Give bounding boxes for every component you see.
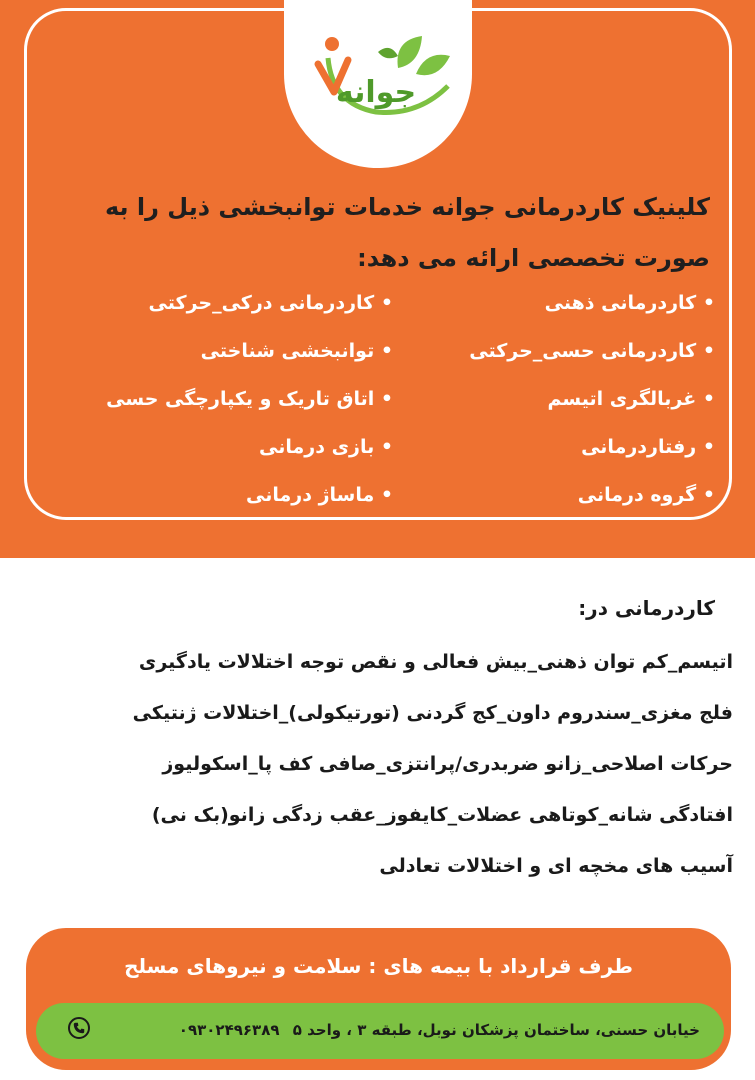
service-item: • اتاق تاریک و یکپارچگی حسی: [106, 379, 393, 427]
ot-conditions-list: [33, 640, 733, 895]
ot-condition-line: حرکات اصلاحی_زانو ضربدری/پرانتزی_صافی کف پا_اسکولیوز: [162, 753, 733, 775]
sprout-person-logo-icon: [298, 30, 458, 130]
service-item: • گروه درمانی: [469, 475, 715, 523]
ot-condition-line: فلج مغزی_سندروم داون_کج گردنی (تورتیکولی)_اختلالات ژنتیکی: [132, 702, 733, 724]
service-item: • کاردرمانی درکی_حرکتی: [106, 283, 393, 331]
service-item: • کاردرمانی حسی_حرکتی: [469, 331, 715, 379]
service-item: • رفتاردرمانی: [469, 427, 715, 475]
address-bar: [36, 1003, 724, 1059]
address-text: خیابان حسنی، ساختمان پزشکان نوبل، طبقه ۳ ، واحد ۵: [292, 1021, 700, 1039]
service-item: • ماساژ درمانی: [106, 475, 393, 523]
logo-text: جوانه: [335, 75, 417, 110]
ot-section-title: کاردرمانی در:: [578, 596, 715, 620]
service-item: • توانبخشی شناختی: [106, 331, 393, 379]
phone-number[interactable]: ۰۹۳۰۲۴۹۶۳۸۹: [178, 1021, 280, 1039]
ot-condition-line: آسیب های مخچه ای و اختلالات تعادلی: [379, 855, 733, 877]
intro-text: [60, 182, 710, 284]
service-item: • غربالگری اتیسم: [469, 379, 715, 427]
intro-line-2: صورت تخصصی ارائه می دهد:: [357, 244, 710, 272]
services-list-right: [469, 283, 715, 523]
insurance-text: طرف قرارداد با بیمه های : سلامت و نیروهای مسلح: [124, 954, 633, 978]
phone-icon: [68, 1017, 90, 1039]
services-list-left: [106, 283, 393, 523]
intro-line-1: کلینیک کاردرمانی جوانه خدمات توانبخشی ذیل را به: [104, 193, 710, 221]
address-line: [179, 1021, 700, 1039]
service-item: • بازی درمانی: [106, 427, 393, 475]
service-item: • کاردرمانی ذهنی: [469, 283, 715, 331]
ot-condition-line: اتیسم_کم توان ذهنی_بیش فعالی و نقص توجه اختلالات یادگیری: [138, 651, 733, 673]
ot-condition-line: افتادگی شانه_کوتاهی عضلات_کایفوز_عقب زدگی زانو(بک نی): [151, 804, 733, 826]
